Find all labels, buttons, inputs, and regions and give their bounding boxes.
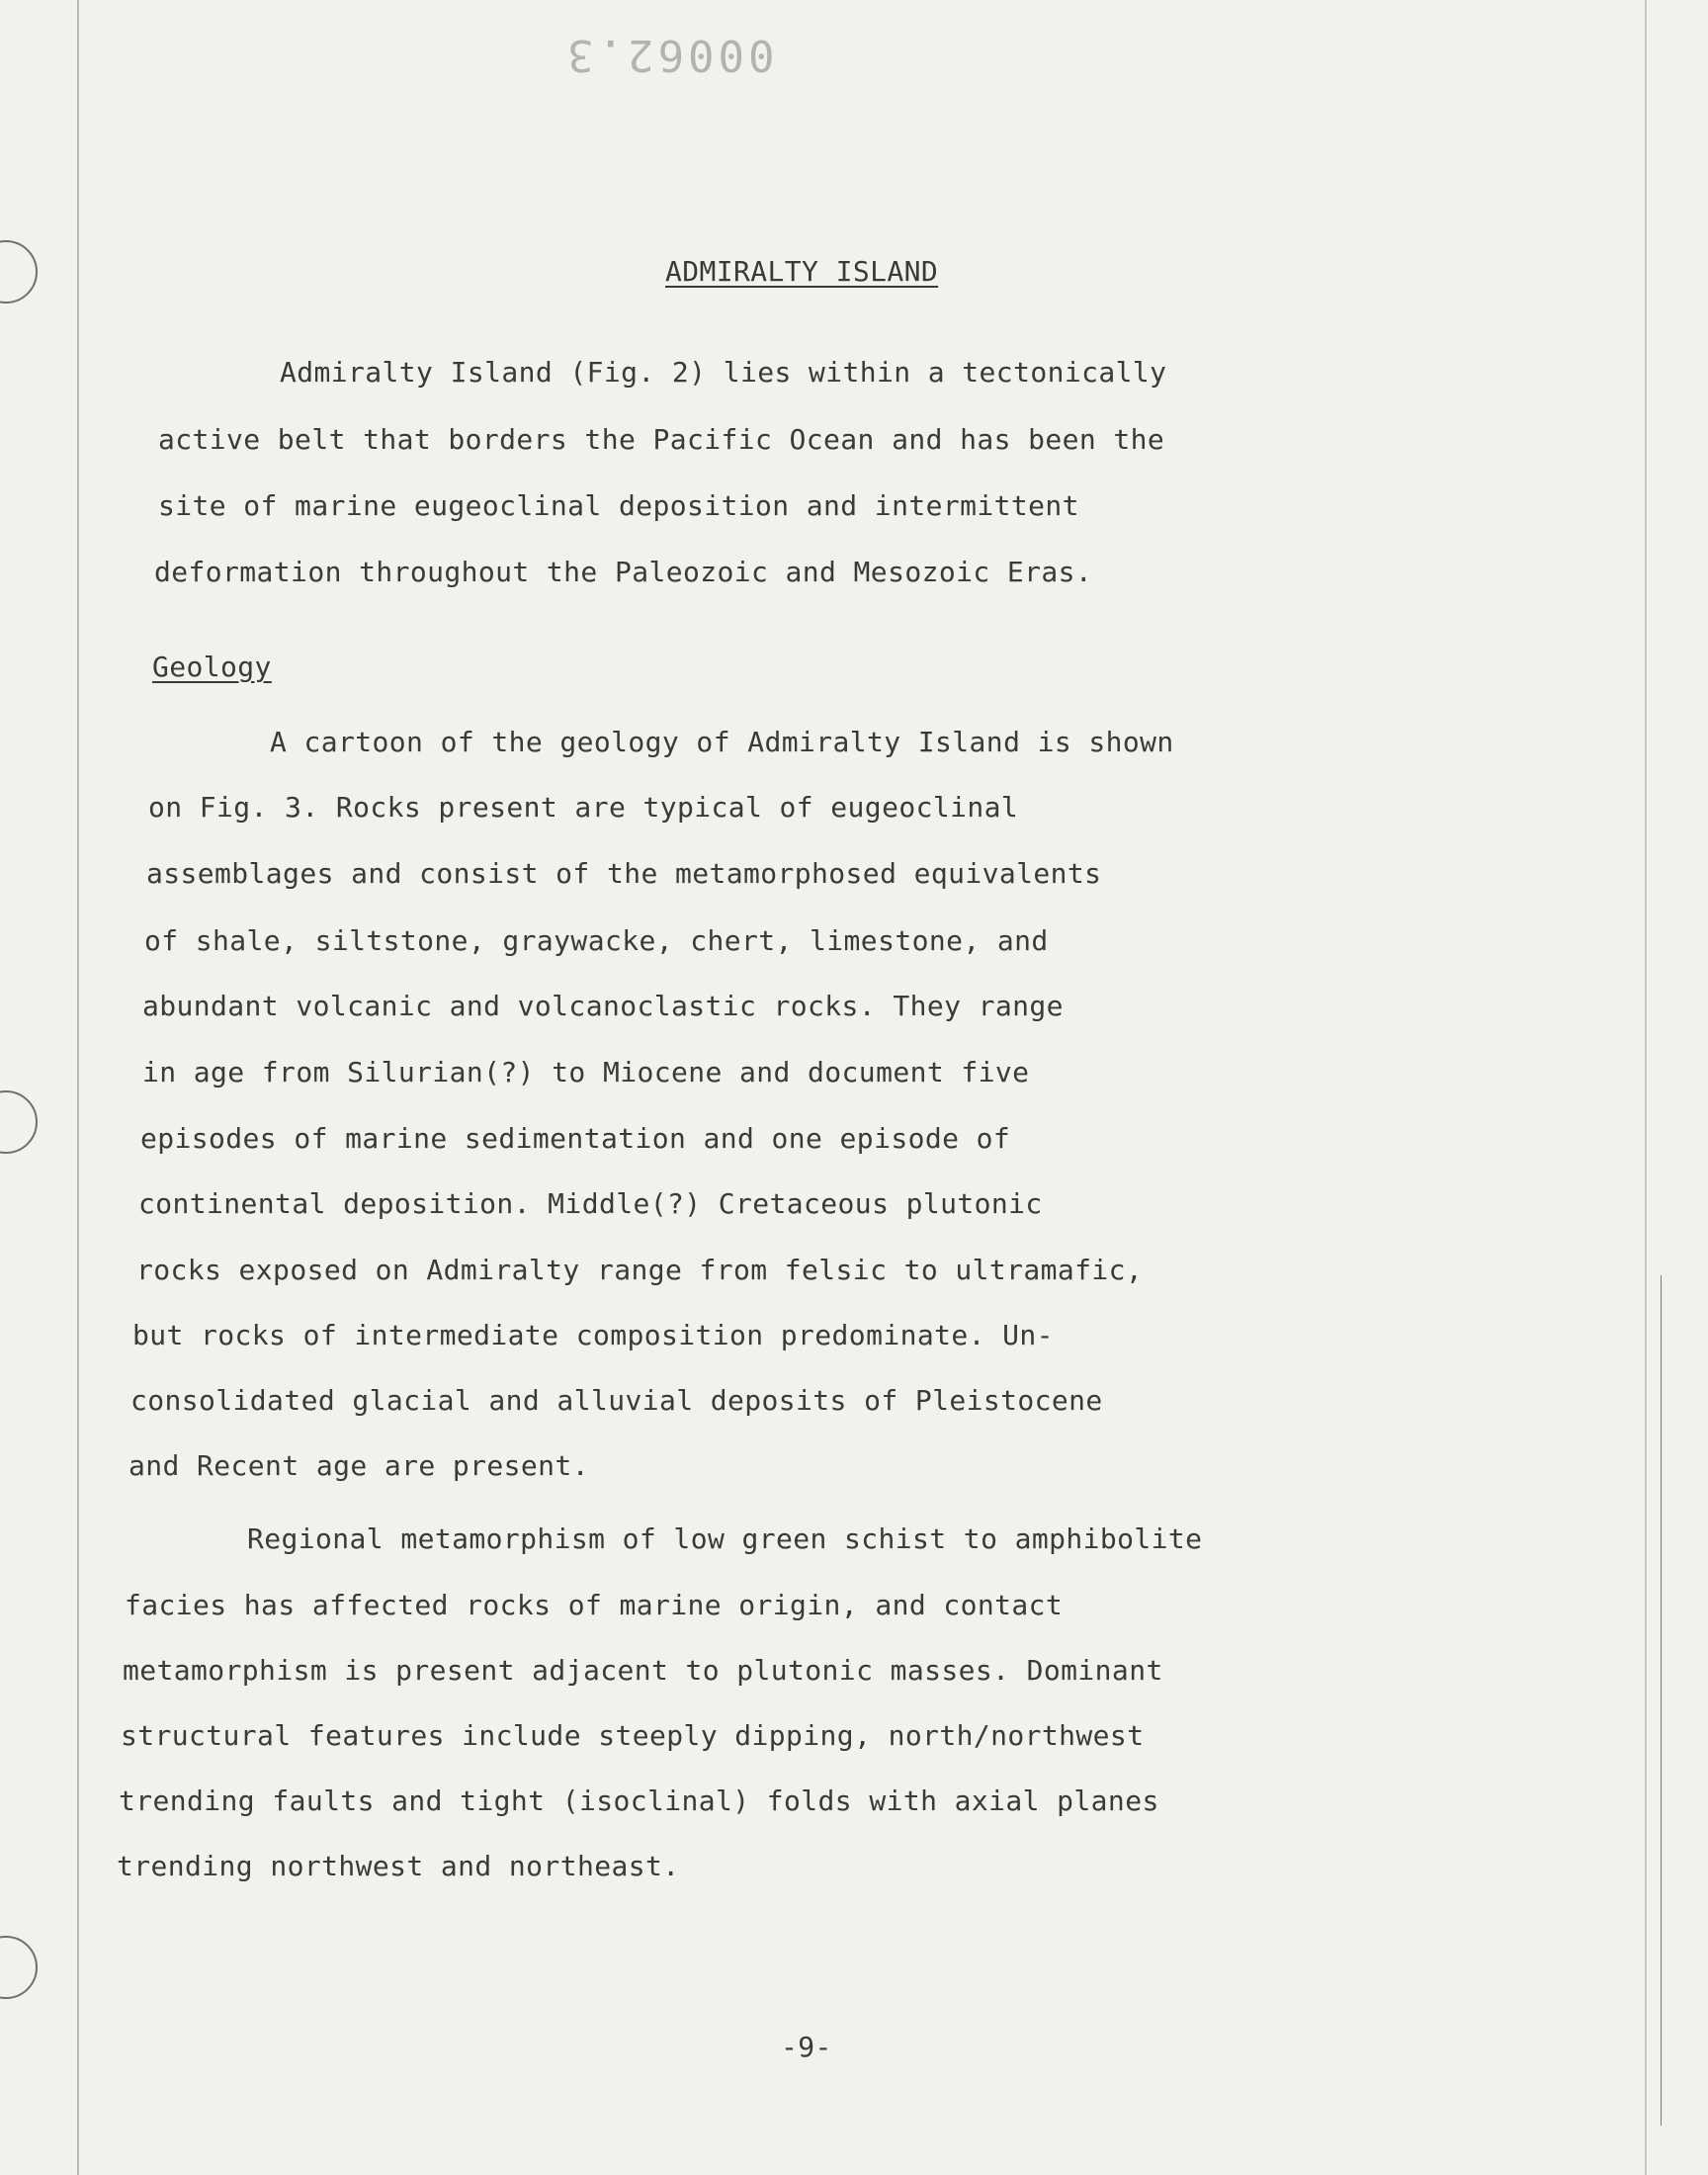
intro-line-2: active belt that borders the Pacific Ocean and has been the [158,423,1165,456]
metamorphism-line-4: structural features include steeply dipping, north/northwest [121,1719,1145,1752]
geology-line-9: rocks exposed on Admiralty range from felsic to ultramafic, [136,1254,1144,1286]
geology-line-5: abundant volcanic and volcanoclastic rocks. They range [142,990,1064,1022]
section-heading-geology: Geology [152,651,272,683]
metamorphism-line-5: trending faults and tight (isoclinal) folds with axial planes [119,1784,1159,1817]
metamorphism-line-6: trending northwest and northeast. [117,1850,680,1882]
geology-line-2: on Fig. 3. Rocks present are typical of eugeoclinal [148,791,1019,824]
punch-hole-top [0,240,38,304]
metamorphism-line-2: facies has affected rocks of marine origin, and contact [125,1589,1064,1621]
page-right-edge-line [1661,1275,1662,2126]
geology-line-4: of shale, siltstone, graywacke, chert, limestone, and [144,924,1049,957]
geology-line-12: and Recent age are present. [128,1449,589,1482]
page-right-rule [1645,0,1647,2175]
metamorphism-line-3: metamorphism is present adjacent to plutonic masses. Dominant [123,1654,1163,1687]
geology-line-1: A cartoon of the geology of Admiralty Island is shown [270,726,1174,758]
document-stamp: 00062.3 [563,30,775,80]
intro-line-4: deformation throughout the Paleozoic and Mesozoic Eras. [154,556,1093,588]
geology-line-11: consolidated glacial and alluvial deposits of Pleistocene [130,1384,1103,1417]
punch-hole-bottom [0,1936,38,1999]
geology-line-3: assemblages and consist of the metamorphosed equivalents [146,857,1102,890]
intro-line-3: site of marine eugeoclinal deposition and intermittent [158,489,1079,522]
geology-line-10: but rocks of intermediate composition predominate. Un- [132,1319,1054,1351]
punch-hole-middle [0,1090,38,1154]
page-left-rule [77,0,79,2175]
document-title: ADMIRALTY ISLAND [665,255,939,288]
geology-line-7: episodes of marine sedimentation and one episode of [140,1122,1011,1155]
metamorphism-line-1: Regional metamorphism of low green schist to amphibolite [247,1522,1203,1555]
geology-line-6: in age from Silurian(?) to Miocene and document five [142,1056,1030,1088]
geology-line-8: continental deposition. Middle(?) Cretaceous plutonic [138,1187,1043,1220]
page-number: -9- [781,2031,832,2063]
intro-line-1: Admiralty Island (Fig. 2) lies within a tectonically [280,356,1167,389]
